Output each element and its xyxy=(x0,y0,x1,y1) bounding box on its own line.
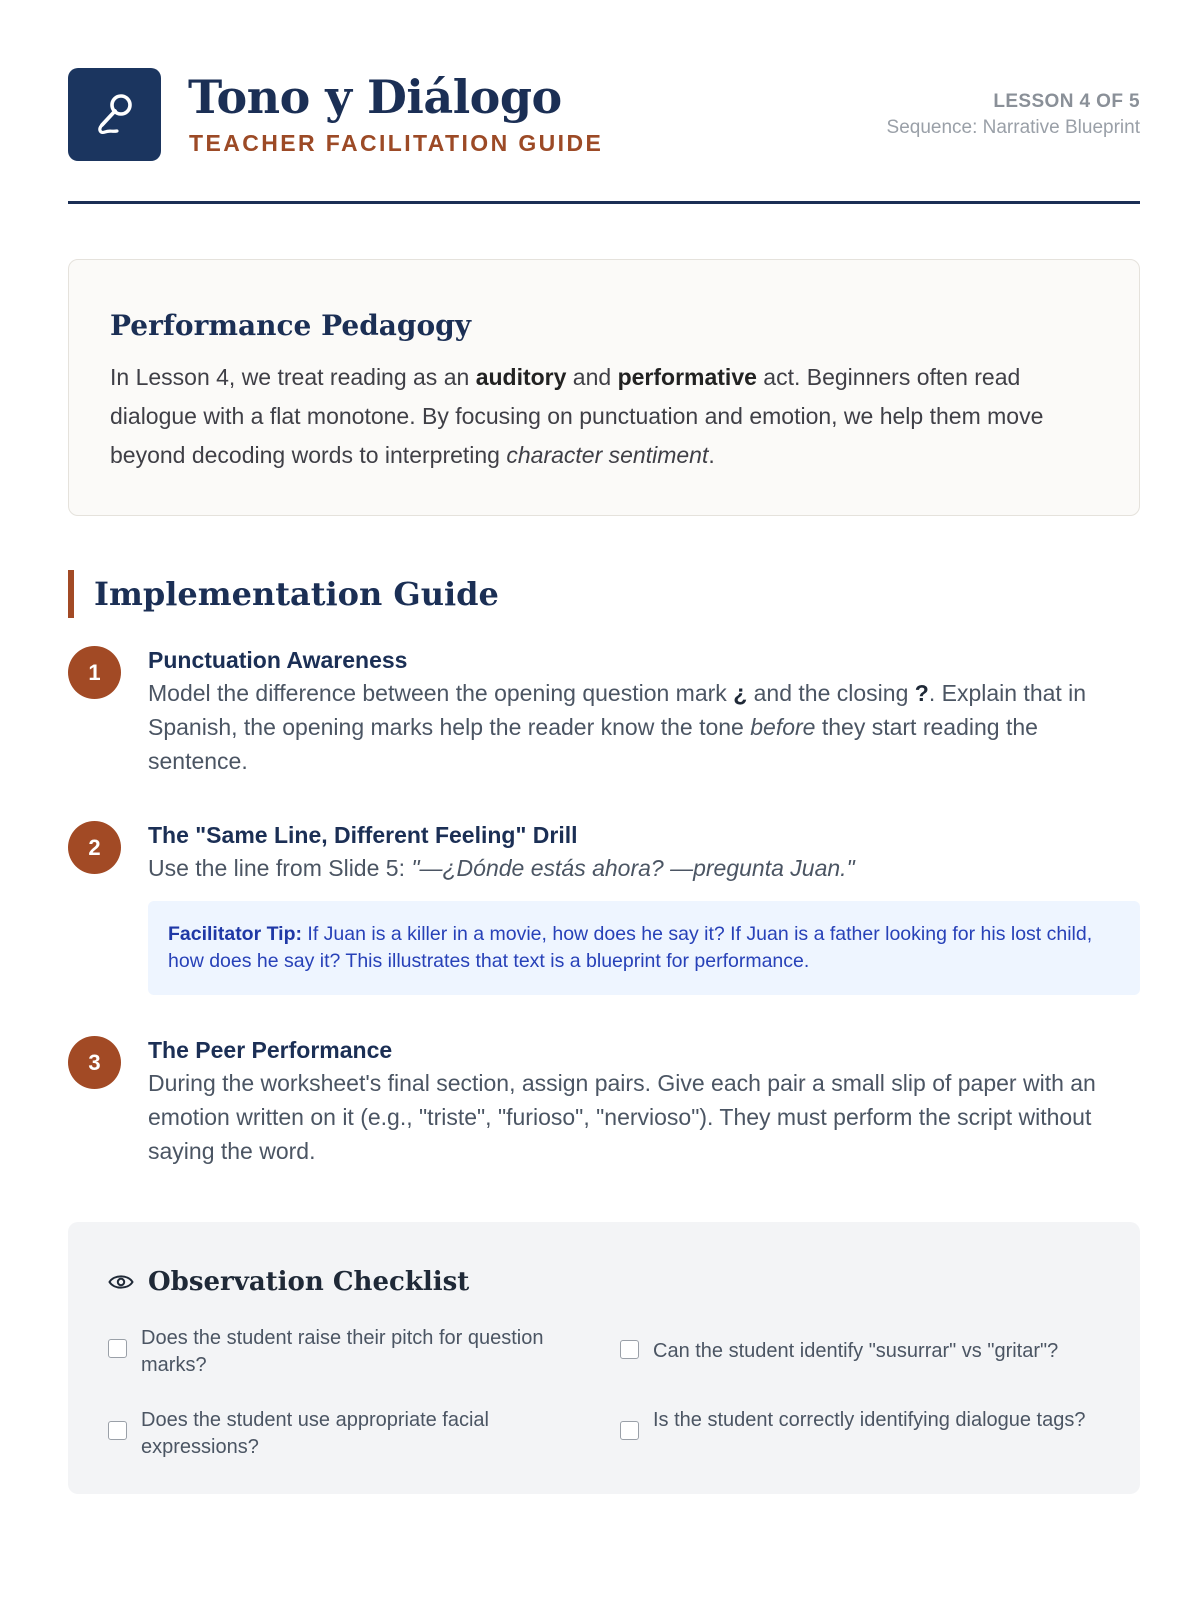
checkbox[interactable] xyxy=(108,1339,127,1358)
step-title: The "Same Line, Different Feeling" Drill xyxy=(148,822,578,848)
checklist-item-text: Can the student identify "susurrar" vs "gritar"? xyxy=(653,1340,1059,1362)
page-header xyxy=(68,68,1140,204)
checklist-title: Observation Checklist xyxy=(148,1267,470,1297)
page-title: Tono y Diálogo xyxy=(188,70,562,124)
step-1 xyxy=(68,644,1140,778)
step-title: Punctuation Awareness xyxy=(148,647,408,673)
step-title: The Peer Performance xyxy=(148,1037,393,1063)
sequence-name: Sequence: Narrative Blueprint xyxy=(886,117,1140,138)
checklist-item xyxy=(620,1407,1090,1434)
facilitator-tip: Facilitator Tip: If Juan is a killer in a movie, how does he say it? If Juan is a father looking for his lost child, how does he say it? This illustrates that text is a blueprint for performance. xyxy=(148,901,1140,995)
checklist-item xyxy=(620,1338,1090,1365)
step-text: Use the line from Slide 5: "—¿Dónde estás ahora? —pregunta Juan." xyxy=(148,855,855,881)
page-subtitle: TEACHER FACILITATION GUIDE xyxy=(189,130,604,156)
checkbox[interactable] xyxy=(108,1421,127,1440)
step-number-badge: 2 xyxy=(68,821,121,874)
eye-icon xyxy=(108,1273,134,1291)
step-number-badge: 3 xyxy=(68,1036,121,1089)
lesson-meta xyxy=(887,89,1140,141)
checklist-item-text: Is the student correctly identifying dialogue tags? xyxy=(653,1409,1086,1431)
checklist-item xyxy=(108,1407,578,1461)
checkbox[interactable] xyxy=(620,1421,639,1440)
step-2 xyxy=(68,819,1140,995)
pedagogy-card xyxy=(68,259,1140,516)
step-number-badge: 1 xyxy=(68,646,121,699)
checklist-item-text: Does the student raise their pitch for question marks? xyxy=(141,1327,544,1376)
pedagogy-title: Performance Pedagogy xyxy=(110,309,472,342)
checklist-item-text: Does the student use appropriate facial expressions? xyxy=(141,1409,489,1458)
pedagogy-text: In Lesson 4, we treat reading as an auditory and performative act. Beginners often read dialogue with a flat monotone. By focusing on punctuation and emotion, we help them move beyond decoding words to interpreting character sentiment. xyxy=(110,364,1044,468)
checklist-item xyxy=(108,1325,578,1379)
observation-checklist xyxy=(68,1222,1140,1494)
step-text: Model the difference between the opening question mark ¿ and the closing ?. Explain that in Spanish, the opening marks help the reader know the tone before they start reading the sentence. xyxy=(148,680,1087,774)
microphone-icon xyxy=(91,90,139,138)
implementation-guide-heading: Implementation Guide xyxy=(68,570,499,618)
logo-badge xyxy=(68,68,161,161)
step-3 xyxy=(68,1034,1140,1168)
step-text: During the worksheet's final section, assign pairs. Give each pair a small slip of paper with an emotion written on it (e.g., "triste", "furioso", "nervioso"). They must perform the script without saying the word. xyxy=(148,1070,1096,1164)
example-quote: "—¿Dónde estás ahora? —pregunta Juan." xyxy=(411,855,855,881)
lesson-number: LESSON 4 OF 5 xyxy=(993,91,1140,112)
checkbox[interactable] xyxy=(620,1340,639,1359)
